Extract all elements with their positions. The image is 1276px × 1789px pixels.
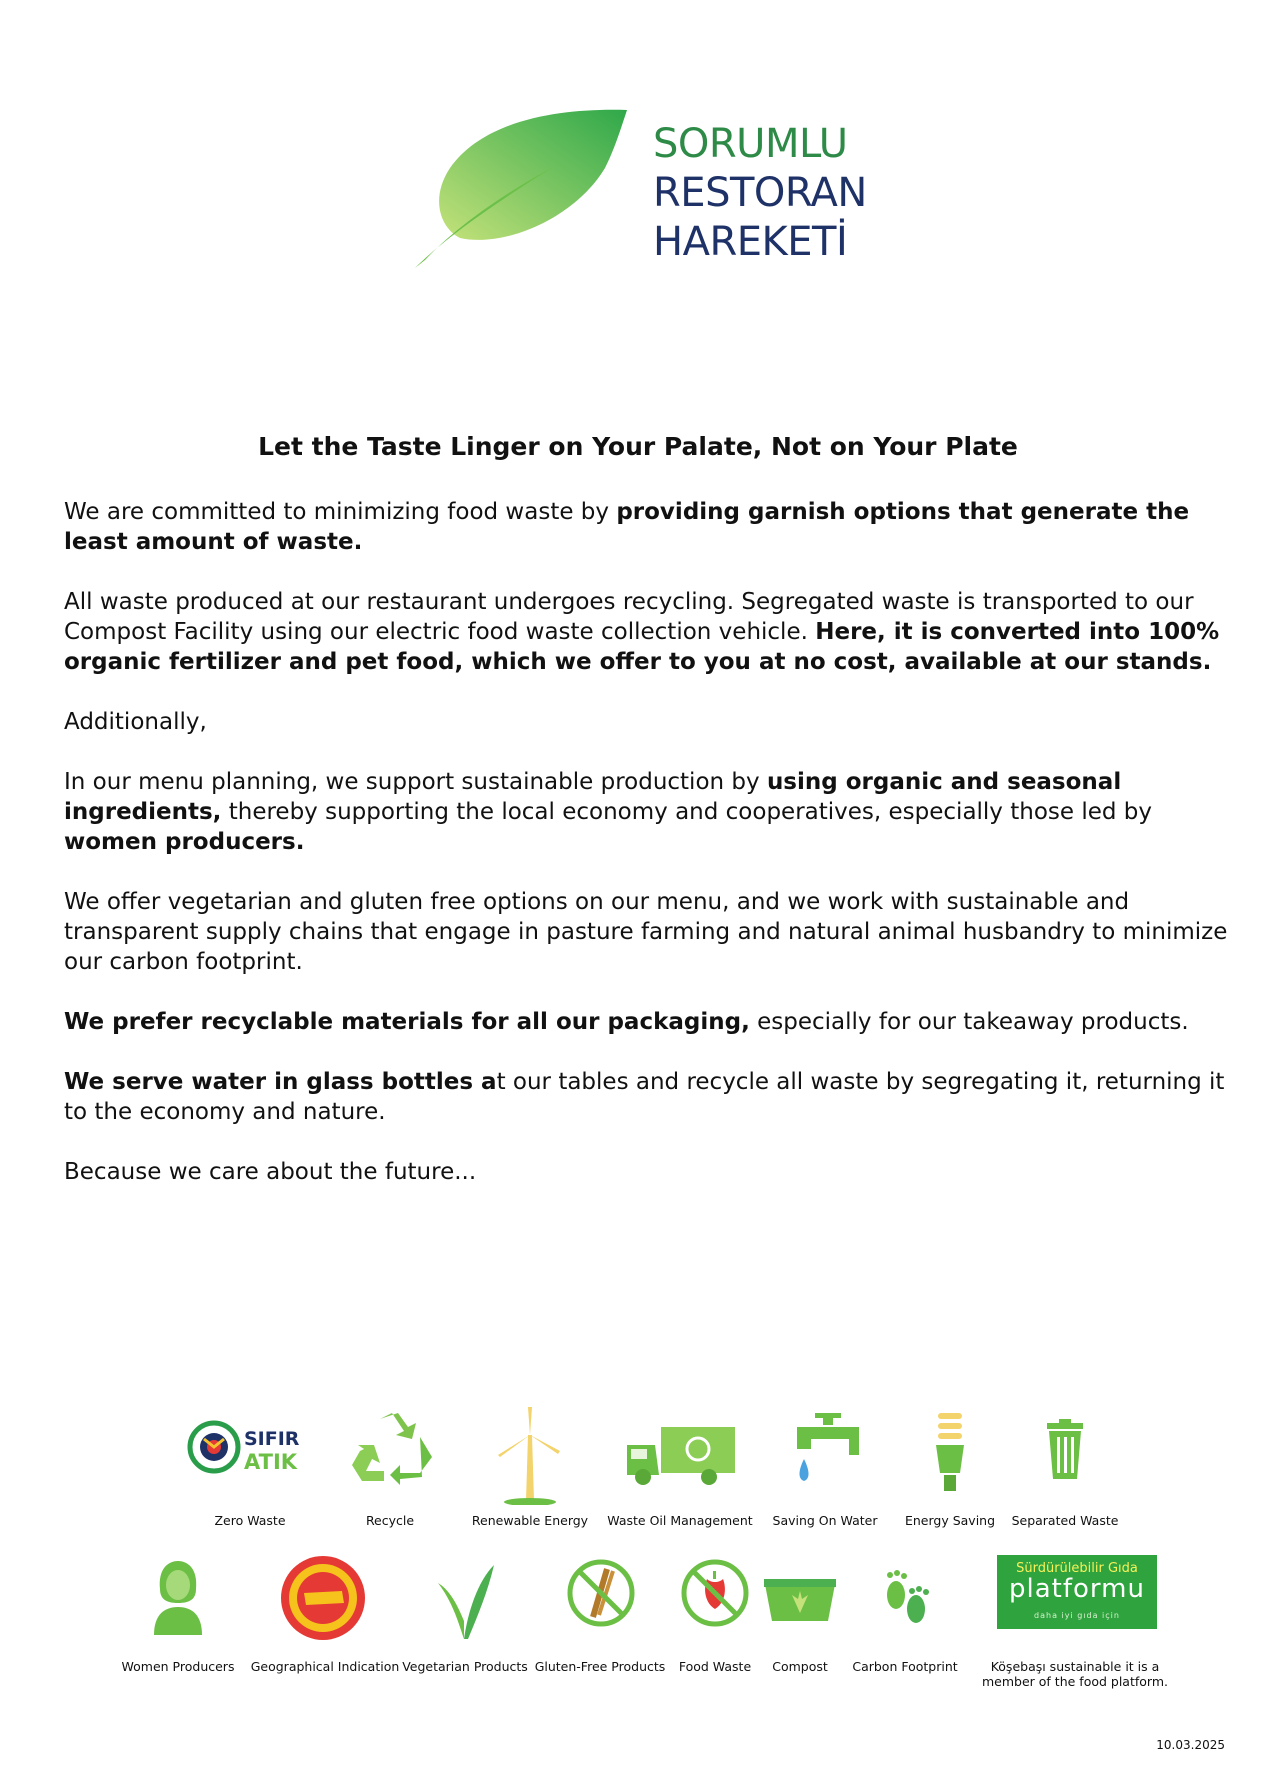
paragraph-1: [64, 497, 1240, 557]
compost-icon: [762, 1577, 838, 1623]
recycle-label: Recycle: [365, 1513, 415, 1528]
carbon-footprint-item: [845, 1555, 965, 1675]
p1-bold: providing garnish options that generate the least amount of waste.: [64, 499, 1190, 555]
brand-logo: [415, 108, 875, 278]
platform-logo-line-3: daha iyi gıda için: [1034, 1611, 1120, 1620]
p7-text: t our tables and recycle all waste by segregating it, returning it to the economy and nature.: [64, 1069, 1225, 1125]
food-platform-label-2: member of the food platform.: [982, 1674, 1168, 1689]
waste-truck-icon: [625, 1425, 737, 1487]
renewable-energy-label: Renewable Energy: [471, 1513, 589, 1528]
paragraph-3: Additionally,: [64, 709, 207, 735]
sprout-icon: [434, 1561, 496, 1641]
recycle-icon: [350, 1411, 434, 1487]
carbon-footprint-label: Carbon Footprint: [852, 1659, 958, 1674]
women-producers-label: Women Producers: [121, 1659, 235, 1674]
compost-item: [750, 1555, 850, 1675]
paragraph-7: [64, 1067, 1240, 1127]
gluten-free-icon: [567, 1559, 635, 1627]
gluten-free-label: Gluten-Free Products: [534, 1659, 666, 1674]
brand-line-3: HAREKETİ: [653, 219, 848, 265]
icon-row-1: [0, 1405, 1276, 1528]
energy-saving-item: [890, 1405, 1010, 1528]
gluten-free-item: [535, 1555, 665, 1675]
waste-oil-item: [605, 1405, 755, 1528]
food-platform-label-1: Köşebaşı sustainable it is a: [990, 1659, 1160, 1674]
separated-waste-label: Separated Waste: [1011, 1513, 1119, 1528]
brand-line-1: SORUMLU: [653, 121, 848, 167]
p6-text: especially for our takeaway products.: [749, 1009, 1189, 1035]
p2-text: All waste produced at our restaurant undergoes recycling. Segregated waste is transported to our Compost Facility using our electric food waste collection vehicle.: [64, 589, 1194, 645]
brand-line-2: RESTORAN: [653, 170, 867, 216]
platform-logo-line-2: platformu: [1009, 1574, 1145, 1604]
p2-bold: Here, it is converted into 100% organic fertilizer and pet food, which we offer to you at no cost, available at our stands.: [64, 619, 1220, 675]
saving-water-item: [765, 1405, 885, 1528]
p4-text-2: thereby supporting the local economy and cooperatives, especially those led by: [221, 799, 1153, 825]
p4-text: In our menu planning, we support sustainable production by: [64, 769, 767, 795]
p1-text: We are committed to minimizing food waste by: [64, 499, 617, 525]
zero-waste-item: [180, 1405, 320, 1528]
water-tap-icon: [787, 1413, 863, 1499]
trash-bin-icon: [1045, 1419, 1085, 1481]
zero-waste-label: Zero Waste: [214, 1513, 286, 1528]
saving-water-label: Saving On Water: [772, 1513, 878, 1528]
paragraph-4: [64, 767, 1240, 857]
separated-waste-item: [1005, 1405, 1125, 1528]
brand-name: [653, 120, 867, 267]
paragraph-2: [64, 587, 1240, 677]
woman-icon: [150, 1559, 206, 1635]
women-producers-item: [118, 1555, 238, 1675]
svg-text:ATIK: ATIK: [244, 1450, 298, 1474]
zero-waste-logo: [186, 1417, 316, 1477]
renewable-energy-item: [470, 1405, 590, 1528]
energy-bulb-icon: [930, 1411, 970, 1497]
vegetarian-item: [400, 1555, 530, 1675]
p7-bold: We serve water in glass bottles a: [64, 1069, 497, 1095]
energy-saving-label: Energy Saving: [904, 1513, 996, 1528]
food-platform-item: [975, 1555, 1175, 1695]
geo-indication-item: [250, 1555, 400, 1675]
paragraph-6: [64, 1007, 1240, 1037]
food-waste-icon: [681, 1559, 749, 1627]
svg-text:SIFIR: SIFIR: [244, 1428, 300, 1450]
food-platform-logo: [997, 1555, 1157, 1629]
paragraph-5: We offer vegetarian and gluten free options on our menu, and we work with sustainable and transparent supply chains that engage in pasture farming and natural animal husbandry to minimize our carbon footprint.: [64, 889, 1228, 975]
p6-bold: We prefer recyclable materials for all our packaging,: [64, 1009, 750, 1035]
compost-label: Compost: [772, 1659, 828, 1674]
waste-oil-label: Waste Oil Management: [607, 1513, 753, 1528]
wind-turbine-icon: [492, 1405, 568, 1505]
vegetarian-label: Vegetarian Products: [402, 1659, 528, 1674]
p4-bold-2: women producers.: [64, 829, 305, 855]
body-text: [64, 497, 1240, 1217]
footprint-icon: [880, 1569, 932, 1625]
p4-bold: using organic and seasonal ingredients,: [64, 769, 1122, 825]
food-waste-label: Food Waste: [678, 1659, 752, 1674]
recycle-item: [330, 1405, 450, 1528]
paragraph-8: Because we care about the future...: [64, 1159, 477, 1185]
geo-indication-label: Geographical Indication: [250, 1659, 400, 1674]
platform-logo-line-1: Sürdürülebilir Gıda: [1016, 1561, 1138, 1576]
leaf-icon: [415, 108, 645, 273]
page-title: Let the Taste Linger on Your Palate, Not on Your Plate: [258, 432, 1018, 461]
icon-row-2: [0, 1555, 1276, 1705]
document-date: 10.03.2025: [1156, 1738, 1225, 1752]
geo-indication-seal-icon: [280, 1555, 366, 1641]
